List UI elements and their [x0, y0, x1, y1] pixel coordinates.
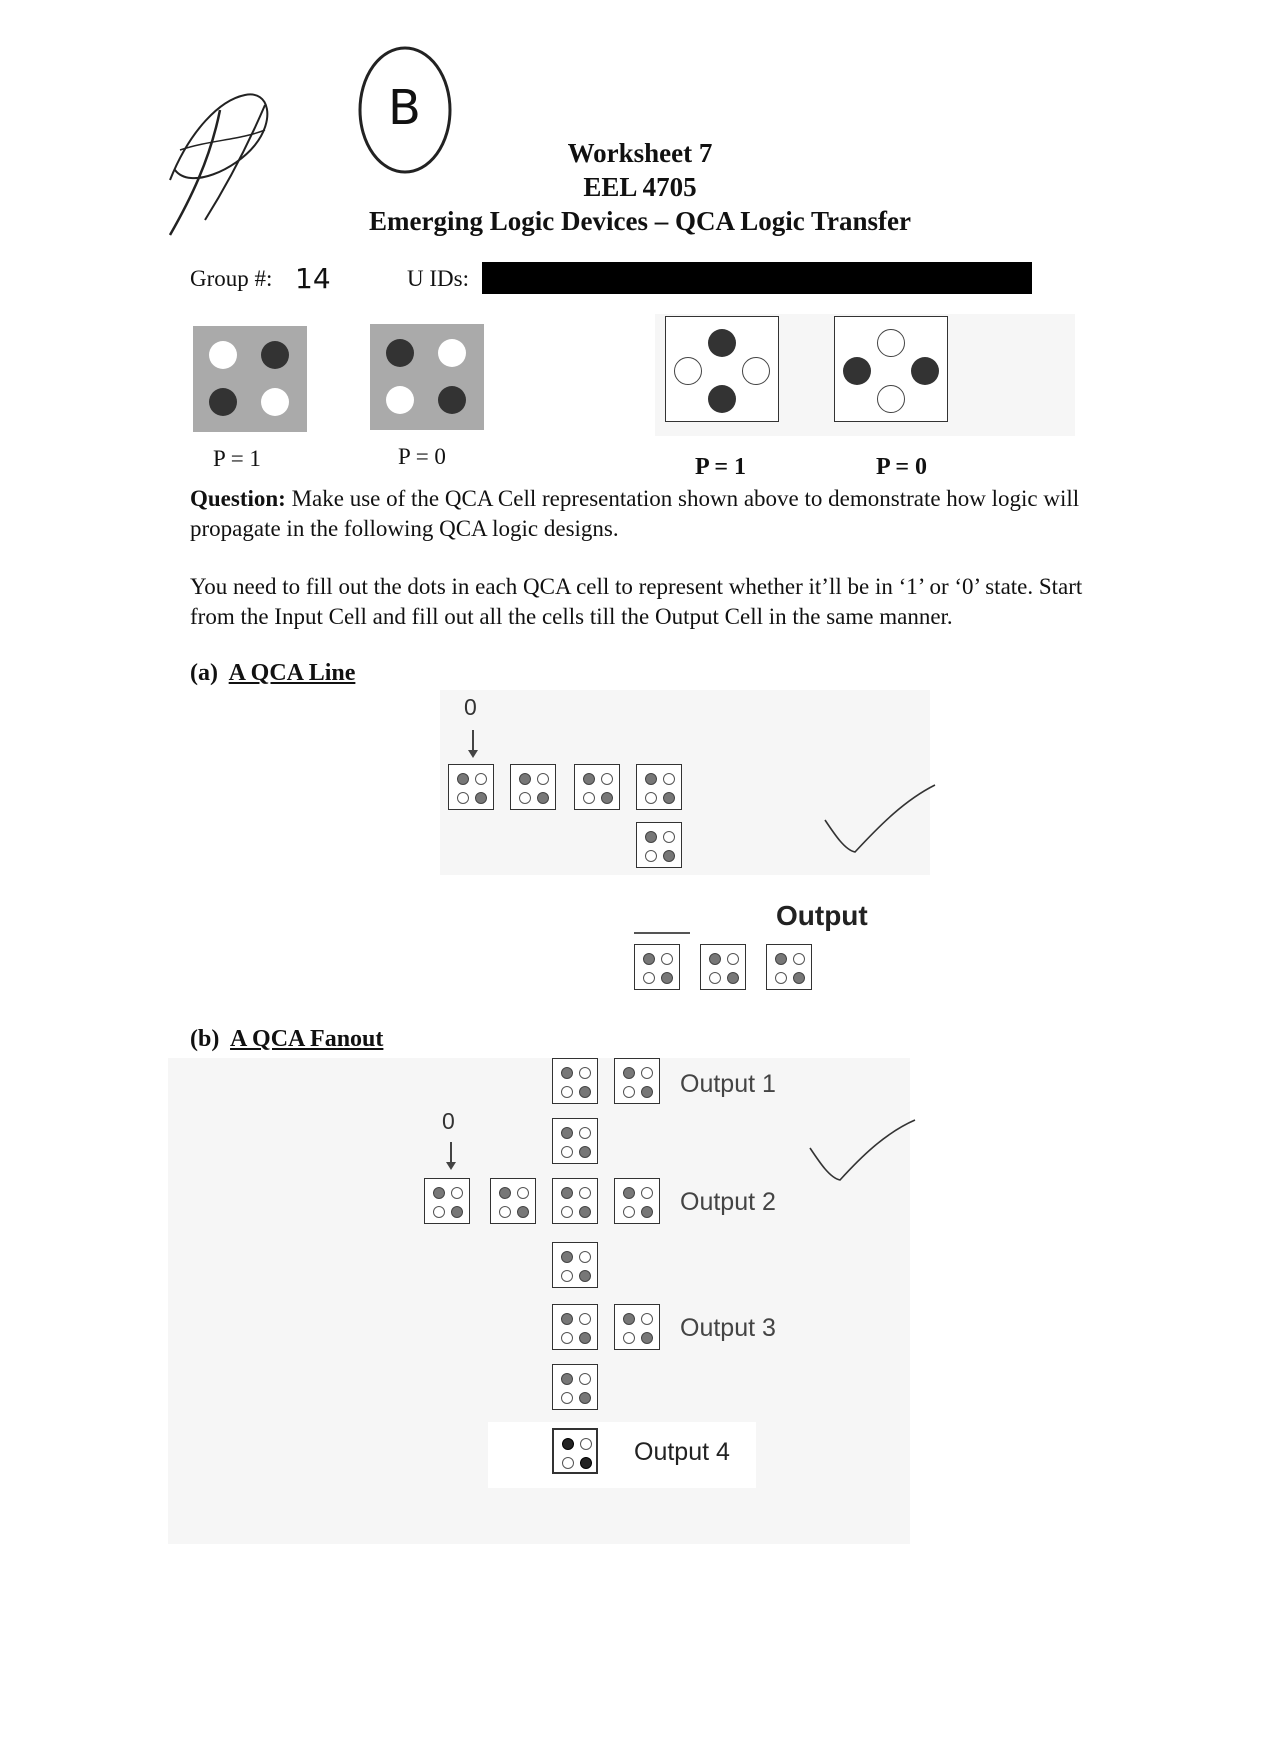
qca-cell-a-out1[interactable]: [634, 944, 680, 990]
legend-p1-left: P = 1: [213, 446, 261, 471]
legend-cell-p0-outline: [834, 316, 948, 422]
output-4-label: Output 4: [634, 1438, 730, 1466]
part-a-input-arrow-head: [468, 750, 478, 758]
qca-cell-a1[interactable]: [448, 764, 494, 810]
part-b-input-arrow: [450, 1142, 452, 1162]
part-a-label: (a): [190, 660, 218, 686]
legend-cell-p0-shaded: [370, 324, 484, 430]
legend-cell-p1-shaded: [193, 326, 307, 432]
legend-p0-left: P = 0: [398, 444, 446, 469]
qca-cell-a2[interactable]: [510, 764, 556, 810]
qca-cell-b-o3a[interactable]: [552, 1304, 598, 1350]
qca-cell-b-o2[interactable]: [614, 1178, 660, 1224]
legend-p0-right: P = 0: [876, 454, 928, 480]
output-2-label: Output 2: [680, 1188, 776, 1216]
output-bar: [634, 932, 690, 934]
checkmark-b: [805, 1118, 920, 1198]
course-code: EEL 4705: [583, 172, 697, 202]
qca-cell-a-out3[interactable]: [766, 944, 812, 990]
qca-cell-b-in1[interactable]: [424, 1178, 470, 1224]
qca-cell-b-o3b[interactable]: [614, 1304, 660, 1350]
qca-cell-b-in2[interactable]: [490, 1178, 536, 1224]
part-a-heading: [190, 660, 355, 687]
output-1-label: Output 1: [680, 1070, 776, 1098]
qca-cell-b-o1b[interactable]: [614, 1058, 660, 1104]
redacted-uids: [482, 262, 1032, 294]
part-a-input-arrow: [472, 730, 474, 750]
qca-cell-a3[interactable]: [574, 764, 620, 810]
group-number: 14: [295, 262, 331, 295]
part-b-title: A QCA Fanout: [230, 1026, 384, 1052]
question-instructions: You need to fill out the dots in each QCA cell to represent whether it’ll be in ‘1’ or ‘0’ state. Start from the Input Cell and fill out all the cells till the Output Cell in the same manner.: [190, 574, 1083, 629]
question-label: Question:: [190, 486, 286, 511]
qca-cell-a5[interactable]: [636, 822, 682, 868]
qca-cell-a4[interactable]: [636, 764, 682, 810]
part-b-heading: [190, 1026, 383, 1053]
grade-letter: B: [388, 80, 421, 136]
part-a-title: A QCA Line: [228, 660, 356, 686]
part-a-output-label: Output: [776, 900, 868, 931]
output-3-label: Output 3: [680, 1314, 776, 1342]
legend-p1-right: P = 1: [695, 454, 747, 480]
qca-cell-b-v1[interactable]: [552, 1118, 598, 1164]
group-label: Group #:: [190, 266, 273, 291]
question-block: [190, 484, 1090, 544]
question-text: Make use of the QCA Cell representation shown above to demonstrate how logic will propagate in the following QCA logic designs.: [190, 486, 1080, 541]
part-b-label: (b): [190, 1026, 220, 1052]
qca-cell-b-o4[interactable]: [552, 1428, 598, 1474]
part-a-input-value: 0: [464, 694, 477, 720]
qca-cell-b-o1a[interactable]: [552, 1058, 598, 1104]
qca-cell-b-center[interactable]: [552, 1178, 598, 1224]
checkmark-a: [820, 780, 940, 860]
qca-cell-b-v3[interactable]: [552, 1364, 598, 1410]
qca-cell-a-out2[interactable]: [700, 944, 746, 990]
part-b-input-value: 0: [442, 1108, 455, 1134]
qca-cell-b-v2[interactable]: [552, 1242, 598, 1288]
worksheet-subtitle: Emerging Logic Devices – QCA Logic Transfer: [369, 206, 911, 236]
part-b-input-arrow-head: [446, 1162, 456, 1170]
worksheet-title: Worksheet 7: [567, 138, 713, 168]
uid-label: U IDs:: [407, 266, 469, 291]
legend-cell-p1-outline: [665, 316, 779, 422]
